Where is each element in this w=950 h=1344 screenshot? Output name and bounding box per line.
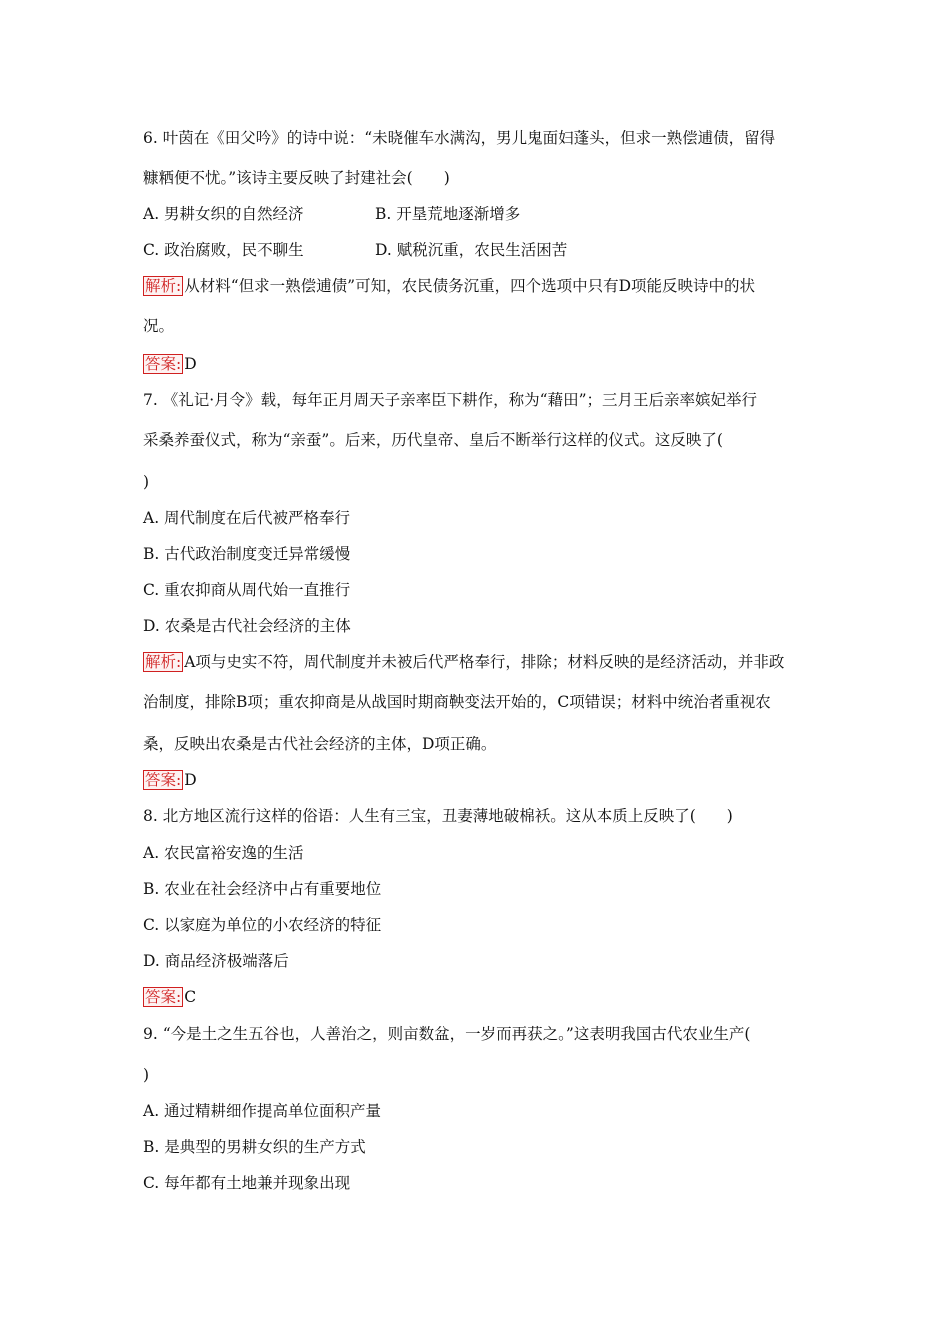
q7-answer-value: D xyxy=(184,771,197,789)
q6-answer xyxy=(143,354,823,374)
q8-answer-value: C xyxy=(184,988,197,1006)
q9-option-a: A. 通过精耕细作提高单位面积产量 xyxy=(143,1102,382,1120)
q8-option-d: D. 商品经济极端落后 xyxy=(143,952,289,970)
q6-stem-line-1: 6. 叶茵在《田父吟》的诗中说：“未晓催车水满沟，男儿鬼面妇蓬头，但求一熟偿逋债，留得 xyxy=(143,129,776,147)
q8-answer xyxy=(143,987,823,1007)
q7-option-b: B. 古代政治制度变迁异常缓慢 xyxy=(143,545,351,563)
q7-option-a: A. 周代制度在后代被严格奉行 xyxy=(143,509,351,527)
q9-stem-line-2: ) xyxy=(143,1066,150,1084)
q6-analysis-text-1: 从材料“但求一熟偿逋债”可知，农民债务沉重，四个选项中只有D项能反映诗中的状 xyxy=(184,277,756,295)
q6-option-b: B. 开垦荒地逐渐增多 xyxy=(375,205,521,223)
q7-stem-line-3: ) xyxy=(143,473,150,491)
q8-option-b: B. 农业在社会经济中占有重要地位 xyxy=(143,880,382,898)
q7-analysis-label: 解析: xyxy=(145,653,182,671)
q9-stem-line-1: 9. “今是土之生五谷也，人善治之，则亩数盆，一岁而再获之。”这表明我国古代农业生产( xyxy=(143,1025,751,1043)
q8-stem-line-1: 8. 北方地区流行这样的俗语：人生有三宝，丑妻薄地破棉袄。这从本质上反映了( ) xyxy=(143,807,733,825)
q7-answer xyxy=(143,770,823,790)
q6-analysis-line-1 xyxy=(143,276,823,296)
q9-option-c: C. 每年都有土地兼并现象出现 xyxy=(143,1174,351,1192)
q7-stem-line-2: 采桑养蚕仪式，称为“亲蚕”。后来，历代皇帝、皇后不断举行这样的仪式。这反映了( xyxy=(143,431,723,449)
q7-analysis-line-1 xyxy=(143,652,823,672)
q6-answer-label: 答案: xyxy=(145,355,182,373)
q9-option-b: B. 是典型的男耕女织的生产方式 xyxy=(143,1138,366,1156)
q6-stem-line-2: 糠粞便不忧。”该诗主要反映了封建社会( ) xyxy=(143,169,450,187)
q7-analysis-text-1: A项与史实不符，周代制度并未被后代严格奉行，排除；材料反映的是经济活动，并非政 xyxy=(184,653,785,671)
q6-option-d: D. 赋税沉重，农民生活困苦 xyxy=(375,241,568,259)
q6-options-row-1 xyxy=(143,204,823,224)
q7-stem-line-1: 7. 《礼记·月令》载，每年正月周天子亲率臣下耕作，称为“藉田”；三月王后亲率嫔妃举行 xyxy=(143,391,757,409)
q7-answer-label: 答案: xyxy=(145,771,182,789)
q7-analysis-line-3: 桑，反映出农桑是古代社会经济的主体，D项正确。 xyxy=(143,735,497,753)
q8-answer-label: 答案: xyxy=(145,988,182,1006)
q6-analysis-label: 解析: xyxy=(145,277,182,295)
q7-option-d: D. 农桑是古代社会经济的主体 xyxy=(143,617,351,635)
q6-option-c: C. 政治腐败，民不聊生 xyxy=(143,241,304,259)
q6-answer-value: D xyxy=(184,355,197,373)
q6-option-a: A. 男耕女织的自然经济 xyxy=(143,205,304,223)
q6-analysis-line-2: 况。 xyxy=(143,317,175,335)
q7-analysis-line-2: 治制度，排除B项；重农抑商是从战国时期商鞅变法开始的，C项错误；材料中统治者重视农 xyxy=(143,693,771,711)
q7-option-c: C. 重农抑商从周代始一直推行 xyxy=(143,581,351,599)
q6-options-row-2 xyxy=(143,240,823,260)
q8-option-a: A. 农民富裕安逸的生活 xyxy=(143,844,304,862)
q8-option-c: C. 以家庭为单位的小农经济的特征 xyxy=(143,916,382,934)
